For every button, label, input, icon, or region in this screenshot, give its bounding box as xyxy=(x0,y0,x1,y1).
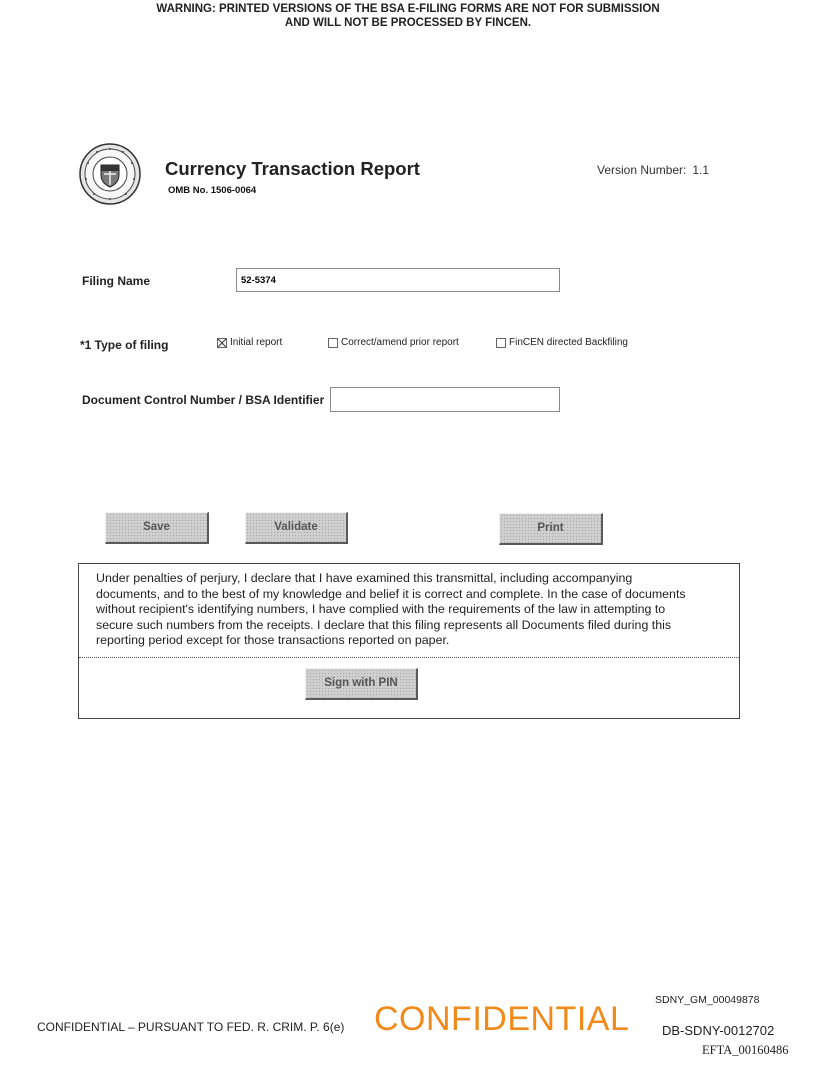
version-number xyxy=(597,163,709,177)
type-of-filing-label: *1 Type of filing xyxy=(80,338,169,352)
fincen-backfiling-label: FinCEN directed Backfiling xyxy=(509,337,628,348)
treasury-seal-icon xyxy=(79,143,141,205)
warning-line-1: WARNING: PRINTED VERSIONS OF THE BSA E-FILING FORMS ARE NOT FOR SUBMISSION xyxy=(156,3,660,15)
version-value: 1.1 xyxy=(692,163,710,177)
confidential-stamp: CONFIDENTIAL xyxy=(374,1000,630,1038)
declaration-line-2: documents, and to the best of my knowledge and belief it is correct and complete. In the case of documents xyxy=(96,586,686,601)
dcn-label: Document Control Number / BSA Identifier xyxy=(82,393,325,407)
save-button[interactable]: Save xyxy=(105,512,209,544)
option-correct-amend[interactable] xyxy=(328,337,459,348)
efta-id: EFTA_00160486 xyxy=(702,1043,789,1057)
omb-number: OMB No. 1506-0064 xyxy=(168,185,257,196)
print-button[interactable]: Print xyxy=(499,513,603,545)
initial-report-checkbox[interactable] xyxy=(217,338,227,348)
sign-with-pin-button[interactable]: Sign with PIN xyxy=(305,668,418,700)
version-label: Version Number: xyxy=(597,163,687,177)
correct-amend-label: Correct/amend prior report xyxy=(341,337,459,348)
correct-amend-checkbox[interactable] xyxy=(328,338,338,348)
declaration-line-5: reporting period except for those transactions reported on paper. xyxy=(96,633,450,647)
option-fincen-backfiling[interactable] xyxy=(496,337,628,348)
filing-name-label: Filing Name xyxy=(82,274,151,288)
declaration-line-1: Under penalties of perjury, I declare that I have examined this transmittal, including accompanying xyxy=(96,571,633,585)
dcn-input[interactable] xyxy=(330,387,560,412)
db-sdny-id: DB-SDNY-0012702 xyxy=(662,1023,775,1038)
checkmark-x-icon xyxy=(217,338,227,348)
declaration-line-4: secure such numbers from the receipts. I declare that this filing represents all Documents filed during this xyxy=(96,617,672,632)
validate-button[interactable]: Validate xyxy=(245,512,348,544)
confidential-notice: CONFIDENTIAL – PURSUANT TO FED. R. CRIM. P. 6(e) xyxy=(37,1020,345,1034)
filing-name-input[interactable] xyxy=(236,268,560,292)
declaration-text xyxy=(96,571,726,649)
fincen-backfiling-checkbox[interactable] xyxy=(496,338,506,348)
initial-report-label: Initial report xyxy=(230,337,283,348)
declaration-line-3: without recipient's identifying numbers, I have complied with the requirements of the law in attempting to xyxy=(96,602,666,616)
bates-number-sdny: SDNY_GM_00049878 xyxy=(655,994,760,1006)
warning-banner xyxy=(0,2,816,30)
option-initial-report[interactable] xyxy=(217,337,282,348)
declaration-divider xyxy=(79,657,739,658)
page-title: Currency Transaction Report xyxy=(165,158,420,179)
warning-line-2: AND WILL NOT BE PROCESSED BY FINCEN. xyxy=(284,17,532,29)
